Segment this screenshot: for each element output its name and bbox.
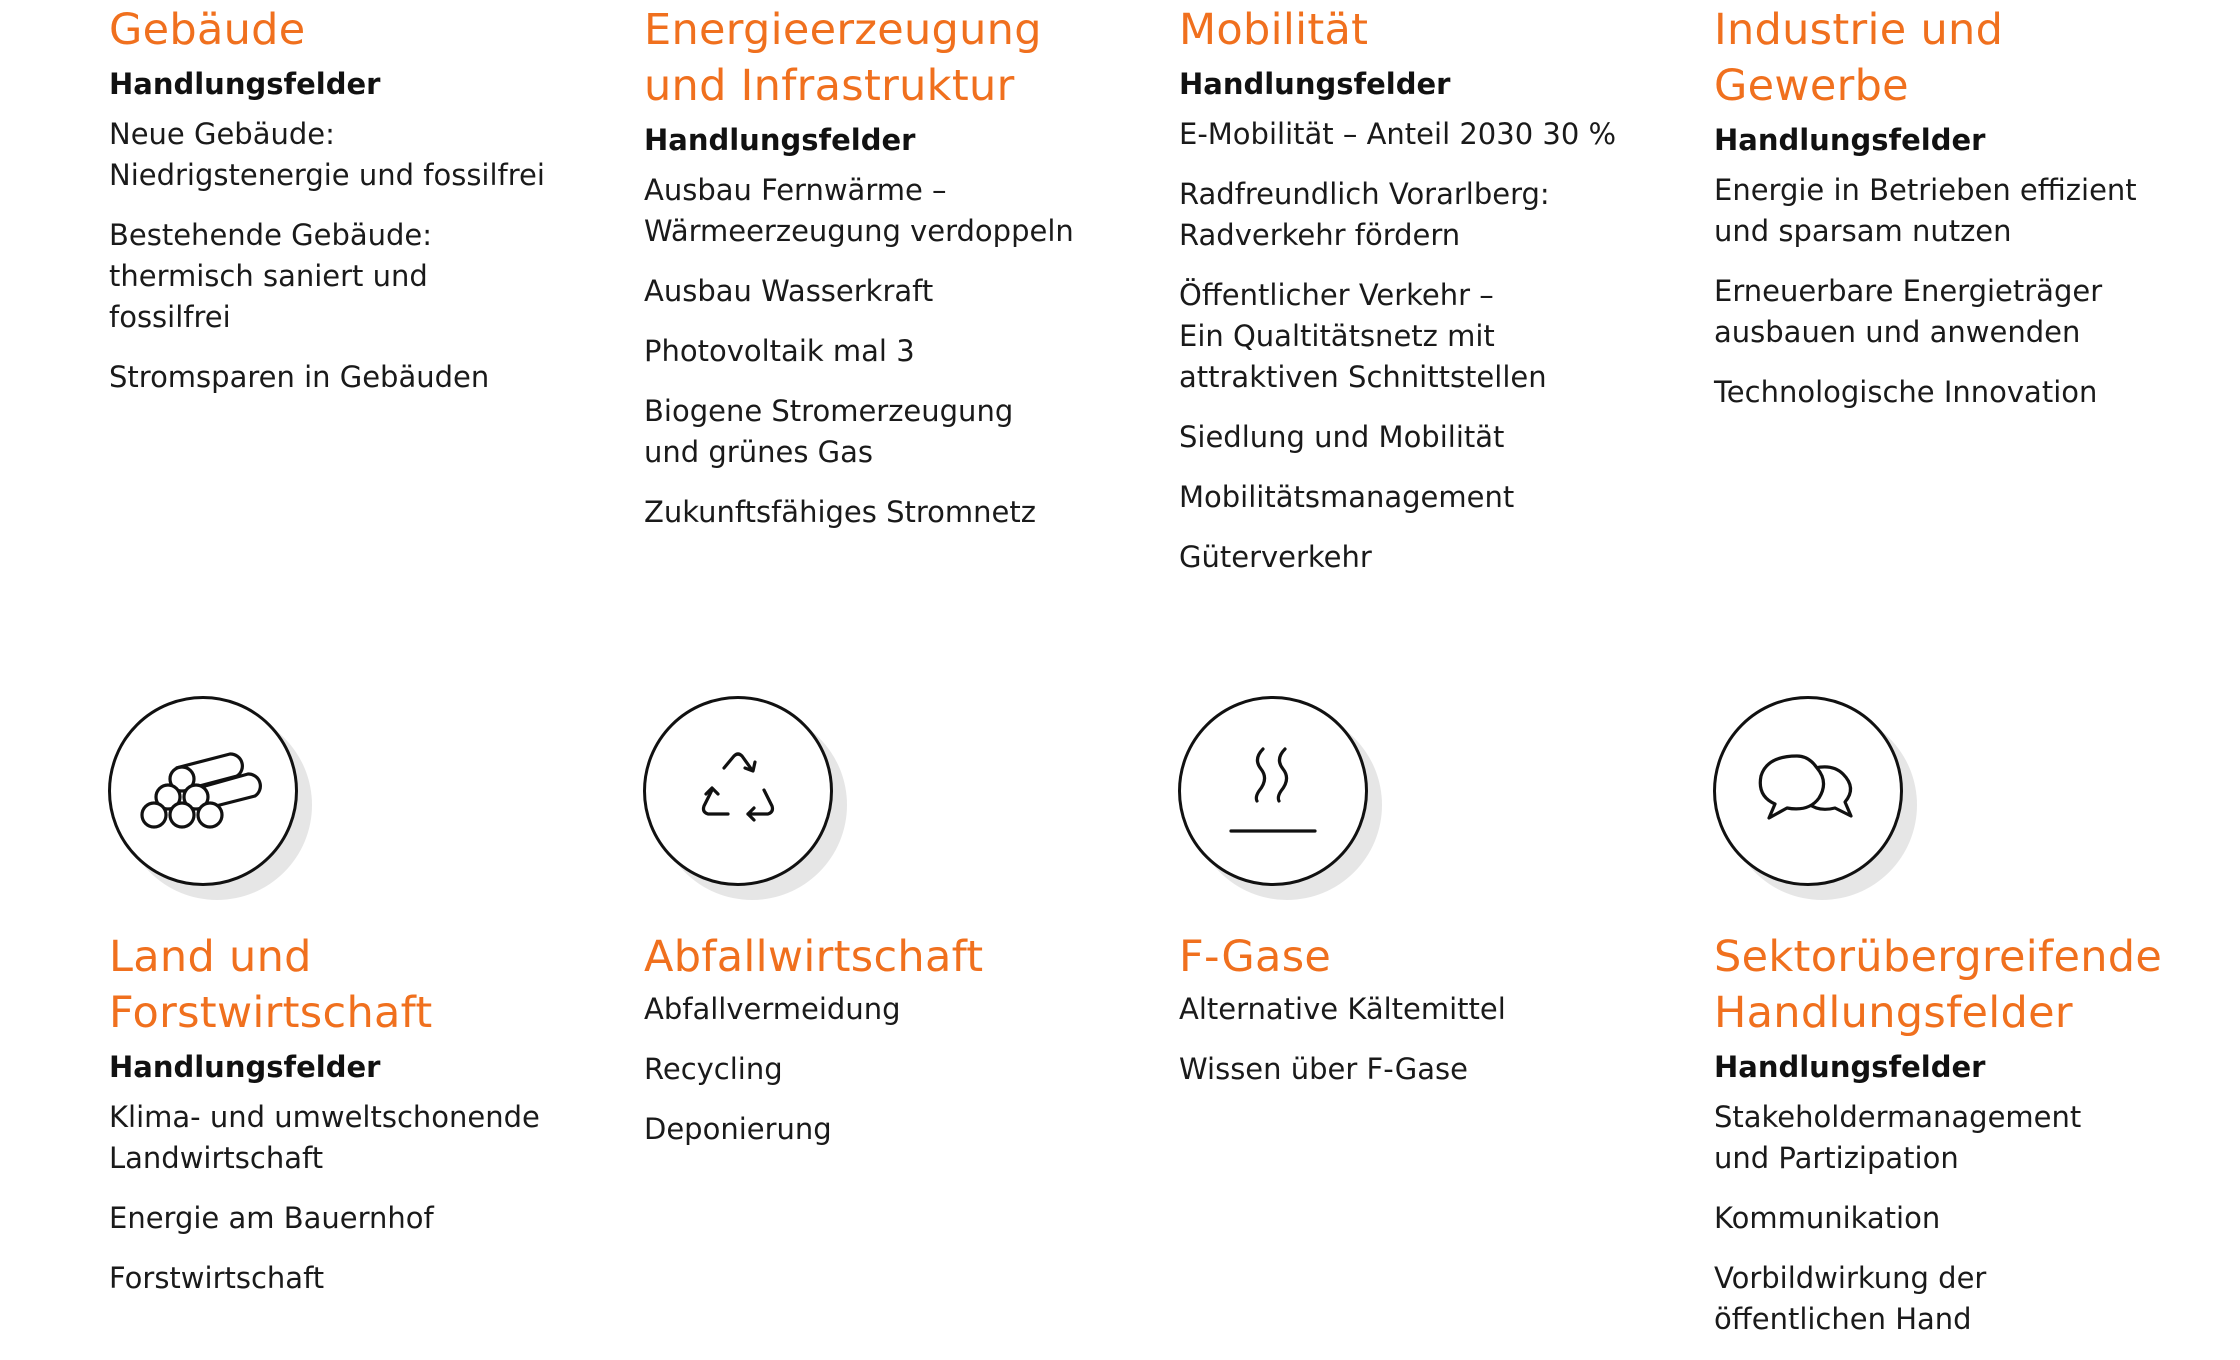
section-energieerzeugung <box>644 2 1164 552</box>
section-land-forst <box>109 929 629 1318</box>
section-f-gase <box>1179 929 1699 1109</box>
list-item: Mobilitätsmanagement <box>1179 480 1515 514</box>
section-subtitle: Handlungsfelder <box>109 67 381 101</box>
section-subtitle: Handlungsfelder <box>1714 1050 1986 1084</box>
section-sektoruebergreifend <box>1714 929 2234 1359</box>
section-gebaeude <box>109 2 629 417</box>
section-title: Industrie und Gewerbe <box>1714 5 2004 111</box>
list-item: E-Mobilität – Anteil 2030 30 % <box>1179 117 1617 151</box>
section-title: Mobilität <box>1179 5 1369 55</box>
list-item: Öffentlicher Verkehr – Ein Qualtitätsnetz mit attraktiven Schnittstellen <box>1179 278 1547 394</box>
list-item: Klima- und umweltschonende Landwirtschaft <box>109 1100 540 1175</box>
list-item: Deponierung <box>644 1112 832 1146</box>
logs-icon-badge <box>108 696 312 900</box>
logs-icon <box>138 746 268 836</box>
section-title: Sektorübergreifende Handlungsfelder <box>1714 932 2163 1038</box>
list-item: Alternative Kältemittel <box>1179 992 1506 1026</box>
heat-steam-icon-badge <box>1178 696 1382 900</box>
list-item: Radfreundlich Vorarlberg: Radverkehr fördern <box>1179 177 1550 252</box>
section-subtitle: Handlungsfelder <box>109 1050 381 1084</box>
section-title: Abfallwirtschaft <box>644 932 984 982</box>
list-item: Ausbau Fernwärme – Wärmeerzeugung verdoppeln <box>644 173 1074 248</box>
speech-bubbles-icon <box>1753 746 1863 836</box>
recycle-icon-badge <box>643 696 847 900</box>
list-item: Stakeholdermanagement und Partizipation <box>1714 1100 2082 1175</box>
list-item: Kommunikation <box>1714 1201 1941 1235</box>
section-mobilitaet <box>1179 2 1699 597</box>
section-subtitle: Handlungsfelder <box>644 123 916 157</box>
section-title: Energieerzeugung und Infrastruktur <box>644 5 1042 111</box>
list-item: Siedlung und Mobilität <box>1179 420 1505 454</box>
list-item: Biogene Stromerzeugung und grünes Gas <box>644 394 1014 469</box>
list-item: Neue Gebäude: Niedrigstenergie und fossilfrei <box>109 117 545 192</box>
list-item: Wissen über F-Gase <box>1179 1052 1468 1086</box>
list-item: Erneuerbare Energieträger ausbauen und anwenden <box>1714 274 2103 349</box>
section-abfallwirtschaft <box>644 929 1164 1169</box>
section-subtitle: Handlungsfelder <box>1179 67 1451 101</box>
list-item: Bestehende Gebäude: thermisch saniert und fossilfrei <box>109 218 433 334</box>
section-title: F-Gase <box>1179 932 1332 982</box>
section-title: Land und Forstwirtschaft <box>109 932 433 1038</box>
list-item: Zukunftsfähiges Stromnetz <box>644 495 1036 529</box>
list-item: Photovoltaik mal 3 <box>644 334 915 368</box>
list-item: Abfallvermeidung <box>644 992 901 1026</box>
list-item: Güterverkehr <box>1179 540 1372 574</box>
section-title: Gebäude <box>109 5 306 55</box>
list-item: Recycling <box>644 1052 783 1086</box>
list-item: Technologische Innovation <box>1714 375 2098 409</box>
heat-steam-icon <box>1223 741 1323 841</box>
list-item: Energie in Betrieben effizient und sparsam nutzen <box>1714 173 2137 248</box>
list-item: Vorbildwirkung der öffentlichen Hand <box>1714 1261 1987 1336</box>
section-industrie <box>1714 2 2234 432</box>
section-subtitle: Handlungsfelder <box>1714 123 1986 157</box>
recycle-icon <box>688 746 788 836</box>
list-item: Ausbau Wasserkraft <box>644 274 934 308</box>
speech-bubbles-icon-badge <box>1713 696 1917 900</box>
list-item: Forstwirtschaft <box>109 1261 325 1295</box>
list-item: Energie am Bauernhof <box>109 1201 434 1235</box>
list-item: Stromsparen in Gebäuden <box>109 360 490 394</box>
